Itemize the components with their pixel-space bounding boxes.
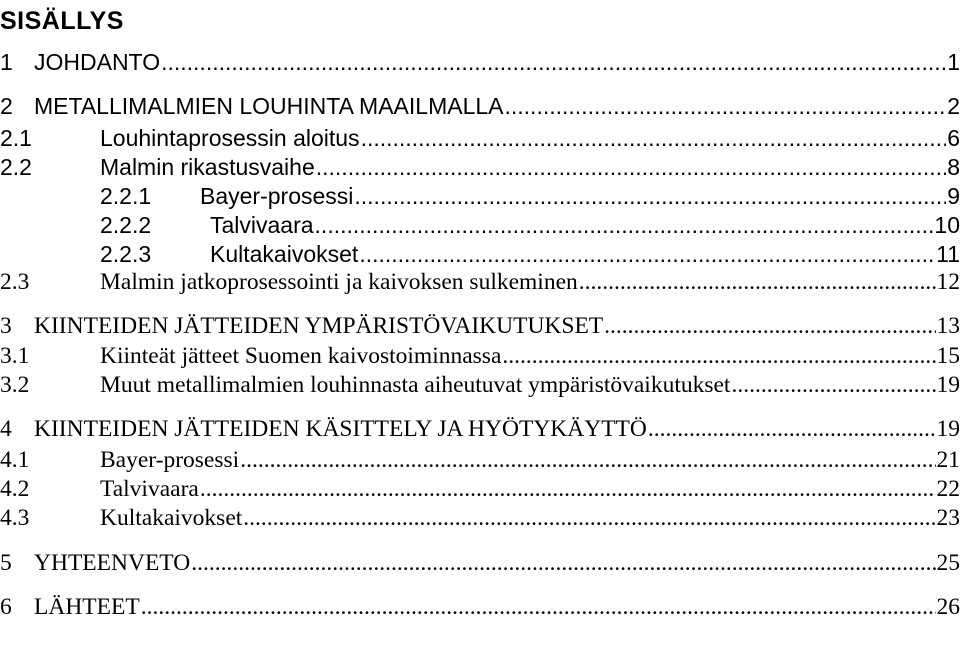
toc-entry-number: 2.2.2 bbox=[100, 212, 152, 238]
toc-entry-page: 15 bbox=[936, 343, 960, 369]
toc-entry-page: 22 bbox=[936, 476, 960, 502]
toc-entry-page: 13 bbox=[936, 313, 960, 339]
toc-entry-number: 1 bbox=[0, 49, 13, 75]
toc-entry-page: 6 bbox=[947, 125, 960, 151]
toc-entry-number: 4.1 bbox=[0, 447, 30, 473]
toc-entry-title: LÄHTEET bbox=[34, 594, 140, 620]
toc-entry-2[interactable] bbox=[0, 92, 960, 120]
toc-entry-2-2-3[interactable] bbox=[0, 240, 960, 268]
toc-entry-page: 2 bbox=[947, 93, 960, 119]
toc-entry-page: 21 bbox=[936, 447, 960, 473]
toc-entry-title: Bayer-prosessi bbox=[100, 447, 240, 473]
dot-leader bbox=[240, 446, 935, 474]
toc-entry-title: Louhintaprosessin aloitus bbox=[100, 125, 360, 151]
dot-leader bbox=[161, 48, 946, 76]
toc-entry-number: 3 bbox=[0, 313, 12, 339]
toc-entry-title: JOHDANTO bbox=[34, 49, 161, 75]
dot-leader bbox=[315, 211, 934, 239]
dot-leader bbox=[502, 342, 935, 370]
dot-leader bbox=[731, 371, 935, 399]
dot-leader bbox=[243, 504, 935, 532]
toc-entry-2-2[interactable] bbox=[0, 153, 960, 181]
dot-leader bbox=[648, 415, 936, 443]
toc-entry-page: 8 bbox=[947, 154, 960, 180]
toc-entry-title: Muut metallimalmien louhinnasta aiheutuvat ympäristövaikutukset bbox=[100, 372, 731, 398]
toc-entry-number: 4.2 bbox=[0, 476, 30, 502]
toc-entry-title: KIINTEIDEN JÄTTEIDEN KÄSITTELY JA HYÖTYKÄYTTÖ bbox=[34, 416, 647, 442]
dot-leader bbox=[141, 593, 936, 621]
toc-entry-2-2-1[interactable] bbox=[0, 182, 960, 210]
toc-entry-4[interactable] bbox=[0, 415, 960, 443]
toc-entry-3-1[interactable] bbox=[0, 342, 960, 370]
toc-entry-title: KIINTEIDEN JÄTTEIDEN YMPÄRISTÖVAIKUTUKSET bbox=[34, 313, 604, 339]
toc-entry-page: 12 bbox=[936, 269, 960, 295]
toc-entry-page: 1 bbox=[947, 49, 960, 75]
dot-leader bbox=[191, 549, 935, 577]
toc-entry-number: 4 bbox=[0, 416, 12, 442]
dot-leader bbox=[361, 124, 947, 152]
toc-entry-2-1[interactable] bbox=[0, 124, 960, 152]
dot-leader bbox=[505, 92, 947, 120]
toc-entry-page: 26 bbox=[936, 594, 960, 620]
toc-entry-6[interactable] bbox=[0, 593, 960, 621]
toc-entry-title: Kultakaivokset bbox=[210, 241, 359, 267]
toc-entry-number: 6 bbox=[0, 594, 12, 620]
toc-entry-number: 2.2 bbox=[0, 154, 32, 180]
dot-leader bbox=[200, 475, 936, 503]
toc-entry-3-2[interactable] bbox=[0, 371, 960, 399]
toc-entry-title: Kiinteät jätteet Suomen kaivostoiminnassa bbox=[100, 343, 502, 369]
toc-entry-title: METALLIMALMIEN LOUHINTA MAAILMALLA bbox=[34, 93, 504, 119]
toc-entry-page: 19 bbox=[936, 416, 960, 442]
toc-entry-number: 4.3 bbox=[0, 505, 30, 531]
toc-entry-title: Kultakaivokset bbox=[100, 505, 243, 531]
dot-leader bbox=[316, 153, 946, 181]
toc-entry-1[interactable] bbox=[0, 48, 960, 76]
toc-heading: SISÄLLYS bbox=[0, 7, 124, 35]
toc-entry-number: 2.2.1 bbox=[100, 183, 152, 209]
toc-entry-2-2-2[interactable] bbox=[0, 211, 960, 239]
toc-entry-number: 5 bbox=[0, 550, 12, 576]
toc-entry-number: 2 bbox=[0, 93, 13, 119]
toc-entry-number: 3.2 bbox=[0, 372, 30, 398]
toc-entry-number: 3.1 bbox=[0, 343, 30, 369]
toc-entry-number: 2.2.3 bbox=[100, 241, 152, 267]
toc-entry-3[interactable] bbox=[0, 312, 960, 340]
toc-entry-page: 23 bbox=[936, 505, 960, 531]
toc-entry-title: Malmin jatkoprosessointi ja kaivoksen sulkeminen bbox=[100, 269, 578, 295]
toc-entry-number: 2.1 bbox=[0, 125, 32, 151]
dot-leader bbox=[359, 240, 935, 268]
toc-entry-number: 2.3 bbox=[0, 269, 30, 295]
toc-entry-title: Bayer-prosessi bbox=[200, 183, 354, 209]
toc-entry-5[interactable] bbox=[0, 549, 960, 577]
toc-entry-page: 25 bbox=[936, 550, 960, 576]
toc-entry-page: 10 bbox=[934, 212, 960, 238]
toc-entry-page: 9 bbox=[947, 183, 960, 209]
toc-entry-title: Talvivaara bbox=[210, 212, 314, 238]
toc-entry-page: 11 bbox=[936, 241, 960, 267]
dot-leader bbox=[579, 268, 936, 296]
dot-leader bbox=[604, 312, 935, 340]
toc-entry-page: 19 bbox=[936, 372, 960, 398]
toc-entry-title: YHTEENVETO bbox=[34, 550, 191, 576]
toc-entry-2-3[interactable] bbox=[0, 268, 960, 296]
toc-entry-4-3[interactable] bbox=[0, 504, 960, 532]
dot-leader bbox=[354, 182, 946, 210]
toc-entry-4-1[interactable] bbox=[0, 446, 960, 474]
toc-entry-4-2[interactable] bbox=[0, 475, 960, 503]
toc-entry-title: Malmin rikastusvaihe bbox=[100, 154, 315, 180]
toc-entry-title: Talvivaara bbox=[100, 476, 199, 502]
